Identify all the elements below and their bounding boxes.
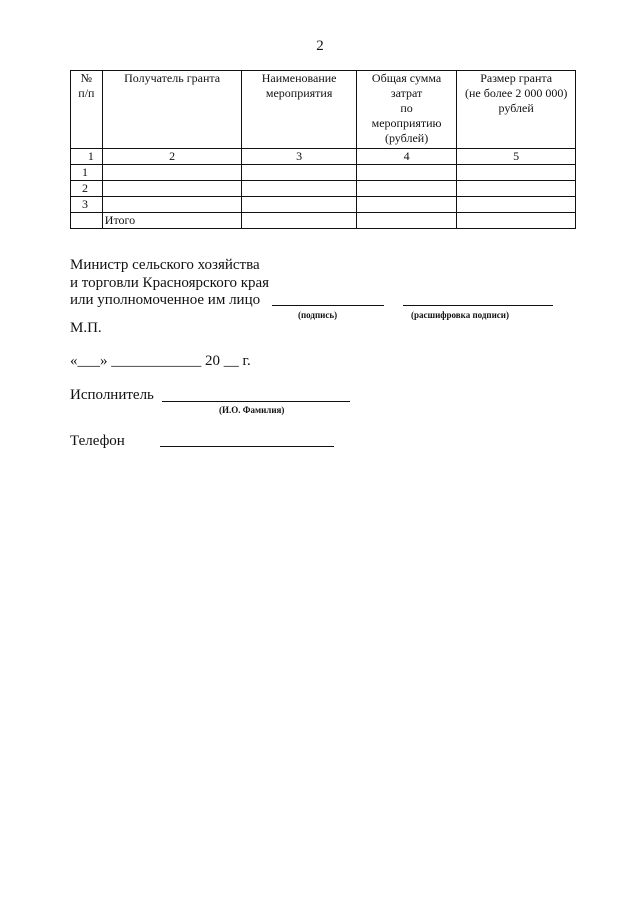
signature-decode-line[interactable] — [403, 305, 553, 306]
table-cell — [102, 181, 242, 197]
table-cell — [102, 197, 242, 213]
total-label: Итого — [102, 213, 242, 229]
header-grant-size: Размер гранта (не более 2 000 000) рублей — [457, 71, 576, 149]
executor-caption: (И.О. Фамилия) — [219, 405, 285, 415]
page-number: 2 — [316, 38, 324, 54]
column-number: 5 — [457, 149, 576, 165]
date-line: «___» ____________ 20 __ г. — [70, 353, 251, 369]
column-number: 2 — [102, 149, 242, 165]
header-event-name: Наименование мероприятия — [242, 71, 356, 149]
executor-label: Исполнитель — [70, 387, 154, 403]
total-row — [71, 213, 576, 229]
table-cell — [356, 165, 457, 181]
phone-label: Телефон — [70, 433, 125, 449]
header-total-cost: Общая сумма затрат по мероприятию (рублей) — [356, 71, 457, 149]
table-cell — [457, 213, 576, 229]
table-row — [71, 181, 576, 197]
table-cell — [242, 181, 356, 197]
header-number: № п/п — [71, 71, 103, 149]
signature-line[interactable] — [272, 305, 384, 306]
stamp-label: М.П. — [70, 320, 102, 336]
signature-decode-caption: (расшифровка подписи) — [411, 310, 509, 320]
table-cell: 1 — [71, 165, 103, 181]
table-cell — [71, 213, 103, 229]
table-cell — [242, 213, 356, 229]
table-cell — [457, 165, 576, 181]
table-cell — [356, 181, 457, 197]
table-row — [71, 197, 576, 213]
table-cell — [457, 197, 576, 213]
signature-caption: (подпись) — [298, 310, 338, 320]
table-cell: 3 — [71, 197, 103, 213]
phone-line[interactable] — [160, 446, 334, 447]
table-header-row — [71, 71, 576, 149]
table-cell — [457, 181, 576, 197]
signatory-line-1: Министр сельского хозяйства — [70, 257, 260, 273]
header-recipient: Получатель гранта — [102, 71, 242, 149]
table-cell: 2 — [71, 181, 103, 197]
executor-line[interactable] — [162, 401, 350, 402]
signatory-line-2: и торговли Красноярского края — [70, 275, 270, 291]
table-row — [71, 165, 576, 181]
column-number: 3 — [242, 149, 356, 165]
table-cell — [242, 165, 356, 181]
signatory-line-3: или уполномоченное им лицо — [70, 292, 261, 308]
column-number: 1 — [71, 149, 103, 165]
table-cell — [102, 165, 242, 181]
table-cell — [356, 197, 457, 213]
table-cell — [242, 197, 356, 213]
table-cell — [356, 213, 457, 229]
column-number-row — [71, 149, 576, 165]
column-number: 4 — [356, 149, 457, 165]
grant-table — [70, 70, 576, 229]
